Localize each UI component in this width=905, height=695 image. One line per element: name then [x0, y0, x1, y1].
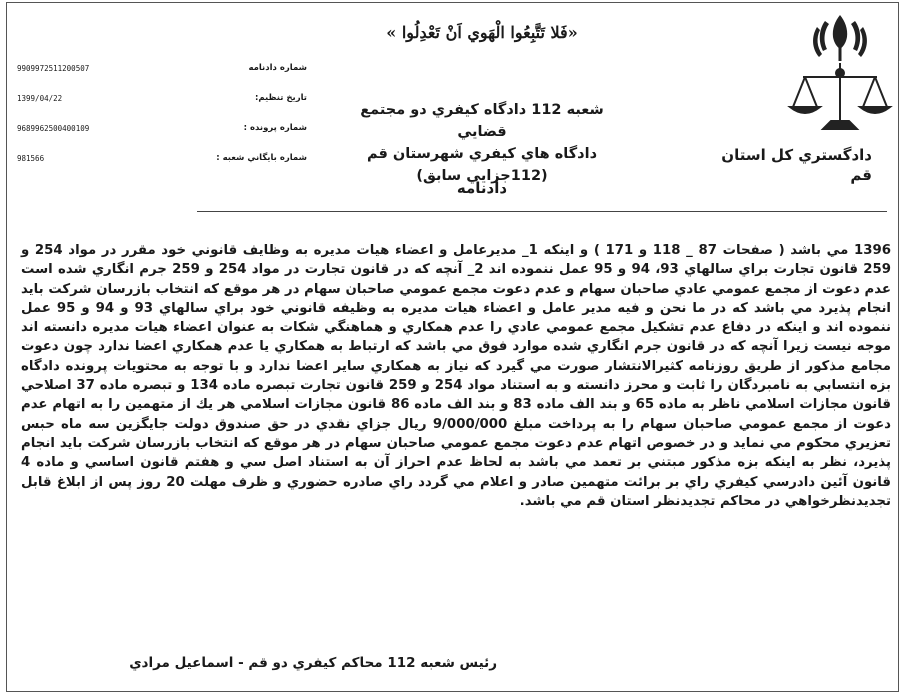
branch-line3: (112جزايي سابق): [416, 168, 548, 184]
meta-value: 9689962500400109: [17, 123, 90, 133]
meta-row-case-number: [17, 113, 307, 143]
judge-signature-line: رئيس شعبه 112 محاكم كيفري دو قم - اسماعيل مرادي: [129, 655, 497, 671]
branch-line1: شعبه 112 دادگاه كيفري دو مجتمع قضايي: [360, 102, 604, 140]
meta-value: 981566: [17, 153, 45, 163]
court-name: [682, 145, 872, 185]
court-name-line1: دادگستري كل استان: [721, 146, 872, 164]
branch-info: [337, 99, 627, 187]
meta-value: 1399/04/22: [17, 93, 63, 103]
meta-row-archive-number: [17, 143, 307, 173]
meta-label: تاريخ تنظيم:: [254, 93, 307, 103]
meta-label: شماره دادنامه: [248, 63, 307, 73]
document-page: [6, 2, 899, 692]
branch-line2: دادگاه هاي كيفري شهرستان قم: [366, 146, 598, 162]
iran-emblem-and-scales-icon: [785, 11, 895, 136]
verdict-body-text: 1396 مي باشد ( صفحات 87 _ 118 و 171 ) و اينكه 1_ مديرعامل و اعضاء هيات مديره به وظايف قانوني خود مقرر در مواد 254 و 259 قانون تجارت براي سالهاي 93، 94 و 95 عمل ننموده اند 2_ آنچه كه در قانون تجارت در مواد 254 و 259 جرم انگاري شده است عدم دعوت از مجمع عمومي عادي صاحبان سهام و عدم دعوت مجمع عمومي صاحبان سهام در هر موقع كه انتخاب بازرسان شركت بايد انجام پذيرد مي باشد كه در ما نحن و فيه مدير عامل و اعضاء هيات مديره به وظيفه قانوني خود براي سالهاي 93 و 94 و 95 عمل ننموده اند و اينكه در دفاع عدم تشكيل مجمع عمومي عادي را عدم همكاري و هماهنگي شكات به عنوان اعضاء هيات مديره دانسته اند موجه نيست زيرا آنچه كه در قانون جرم انگاري شده موارد فوق مي باشد كه ارتباط به همكاري يا عدم همكاري اعضا ندارد چون دعوت مجامع مذكور از طريق روزنامه كثيرالانتشار صورت مي گيرد كه نياز به همكاري ساير اعضا ندارد و با توجه به محتويات پرونده دادگاه بزه انتسابي به نامبردگان را ثابت و محرز دانسته و به استناد مواد 254 و 259 قانون تجارت تبصره ماده 134 و تبصره ماده 37 اصلاحي قانون مجازات اسلامي ناظر به ماده 65 و بند الف ماده 83 و بند الف ماده 86 قانون مجازات اسلامي هر يك از متهمين را به اتهام عدم دعوت از مجمع عمومي صاحبان سهام را به پرداخت مبلغ 9/000/000 ريال جزاي نقدي در حق صندوق دولت جايگزين سه ماه حبس تعزيري محكوم مي نمايد و در خصوص اتهام عدم دعوت مجمع عمومي صاحبان سهام در هر موقع كه انتخاب بازرسان شركت بايد انجام پذيرد، نظر به اينكه بزه مذكور مبتني بر تعمد مي باشد به لحاظ عدم احراز آن به استناد اصل سي و هفتم قانون اساسي و ماده 4 قانون آئين دادرسي كيفري راي بر برائت متهمين صادر و اعلام مي گردد راي صادره حضوري و ظرف مهلت 20 روز پس از ابلاغ قابل تجديدنظرخواهي در محاكم تجديدنظر استان قم مي باشد.: [21, 243, 892, 509]
meta-label: شماره بايگاني شعبه :: [216, 153, 307, 163]
meta-label: شماره پرونده :: [243, 123, 307, 133]
meta-row-verdict-number: [17, 53, 307, 83]
meta-row-date: [17, 83, 307, 113]
document-title: دادنامه: [456, 179, 508, 197]
meta-value: 9909972511200507: [17, 63, 90, 73]
header-divider: [197, 211, 887, 212]
quran-verse: «فَلا تَتَّبِعُوا الْهَوي اَنْ تَعْدِلُوا »: [386, 23, 578, 42]
document-metadata: [17, 53, 307, 173]
court-name-line2: قم: [850, 166, 872, 184]
